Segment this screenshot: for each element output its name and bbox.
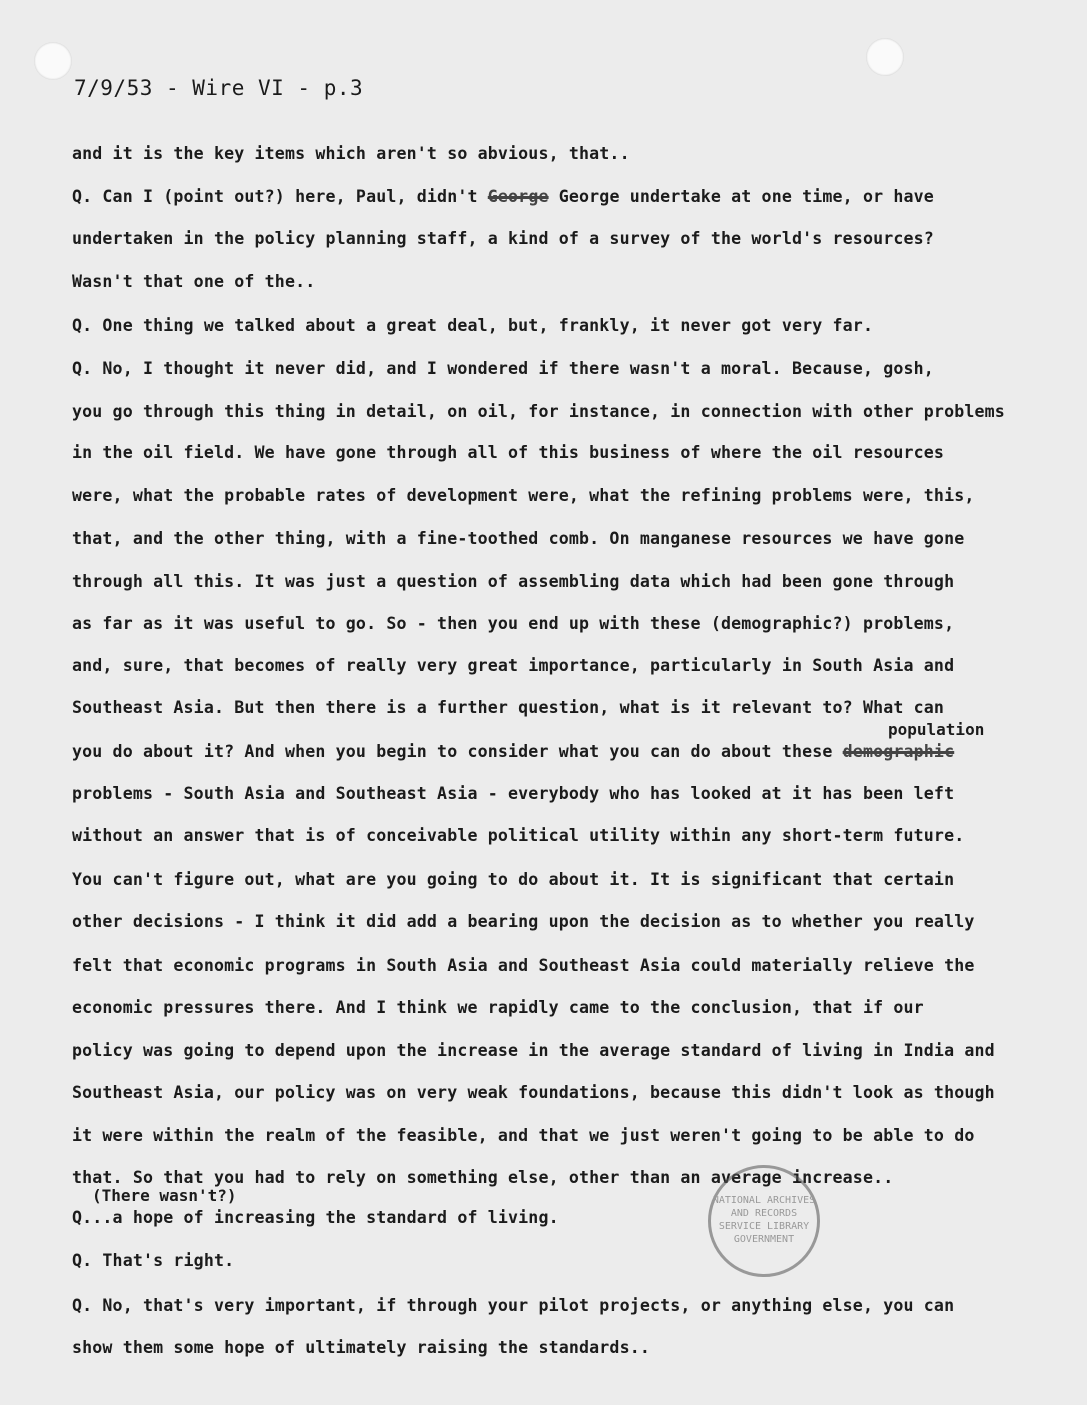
text-line-end: George undertake at one time, or have — [548, 187, 934, 206]
text-line: through all this. It was just a question of assembling data which had been gone through — [72, 572, 955, 591]
text-line: Q. One thing we talked about a great deal, but, frankly, it never got very far. — [72, 316, 874, 335]
struck-word: George — [487, 187, 549, 206]
text-line: it were within the realm of the feasible, and that we just weren't going to be able to do — [72, 1126, 975, 1145]
text-line — [72, 742, 954, 761]
text-line — [72, 187, 934, 206]
text-line: were, what the probable rates of development were, what the refining problems were, this, — [72, 486, 975, 505]
text-line: Q...a hope of increasing the standard of living. — [72, 1208, 559, 1227]
text-line-start: you do about it? And when you begin to consider what you can do about these — [72, 742, 843, 761]
text-line-start: Q. Can I (point out?) here, Paul, didn't — [72, 187, 488, 206]
text-line: and it is the key items which aren't so abvious, that.. — [72, 144, 630, 163]
text-line: economic pressures there. And I think we rapidly came to the conclusion, that if our — [72, 998, 924, 1017]
text-line: felt that economic programs in South Asia and Southeast Asia could materially relieve the — [72, 956, 975, 975]
text-line: Southeast Asia. But then there is a further question, what is it relevant to? What can — [72, 698, 945, 717]
text-line: Q. No, that's very important, if through your pilot projects, or anything else, you can — [72, 1296, 955, 1315]
text-line: that, and the other thing, with a fine-toothed comb. On manganese resources we have gone — [72, 529, 965, 548]
text-line: other decisions - I think it did add a bearing upon the decision as to whether you really — [72, 912, 975, 931]
page-header: 7/9/53 - Wire VI - p.3 — [74, 76, 364, 100]
typed-insertion: population — [888, 720, 985, 739]
punch-hole-left — [34, 42, 72, 80]
text-line: Wasn't that one of the.. — [72, 272, 316, 291]
text-line: undertaken in the policy planning staff, a kind of a survey of the world's resources? — [72, 229, 934, 248]
typed-insertion: (There wasn't?) — [92, 1186, 237, 1205]
struck-word: demographic — [842, 742, 955, 761]
text-line: problems - South Asia and Southeast Asia - everybody who has looked at it has been left — [72, 784, 955, 803]
text-line: that. So that you had to rely on something else, other than an average increase.. — [72, 1168, 894, 1187]
text-line: as far as it was useful to go. So - then you end up with these (demographic?) problems, — [72, 614, 955, 633]
text-line: and, sure, that becomes of really very great importance, particularly in South Asia and — [72, 656, 955, 675]
text-line: without an answer that is of conceivable political utility within any short-term future. — [72, 826, 965, 845]
text-line: Q. That's right. — [72, 1251, 235, 1270]
text-line: Southeast Asia, our policy was on very weak foundations, because this didn't look as though — [72, 1083, 995, 1102]
text-line: show them some hope of ultimately raising the standards.. — [72, 1338, 650, 1357]
punch-hole-right — [866, 38, 904, 76]
text-line: Q. No, I thought it never did, and I wondered if there wasn't a moral. Because, gosh, — [72, 359, 934, 378]
text-line: in the oil field. We have gone through all of this business of where the oil resources — [72, 443, 945, 462]
archive-stamp: NATIONAL ARCHIVES AND RECORDS SERVICE LIBRARY GOVERNMENT — [708, 1165, 820, 1277]
text-line: you go through this thing in detail, on oil, for instance, in connection with other problems — [72, 402, 1005, 421]
text-line: You can't figure out, what are you going to do about it. It is significant that certain — [72, 870, 955, 889]
text-line: policy was going to depend upon the increase in the average standard of living in India and — [72, 1041, 995, 1060]
